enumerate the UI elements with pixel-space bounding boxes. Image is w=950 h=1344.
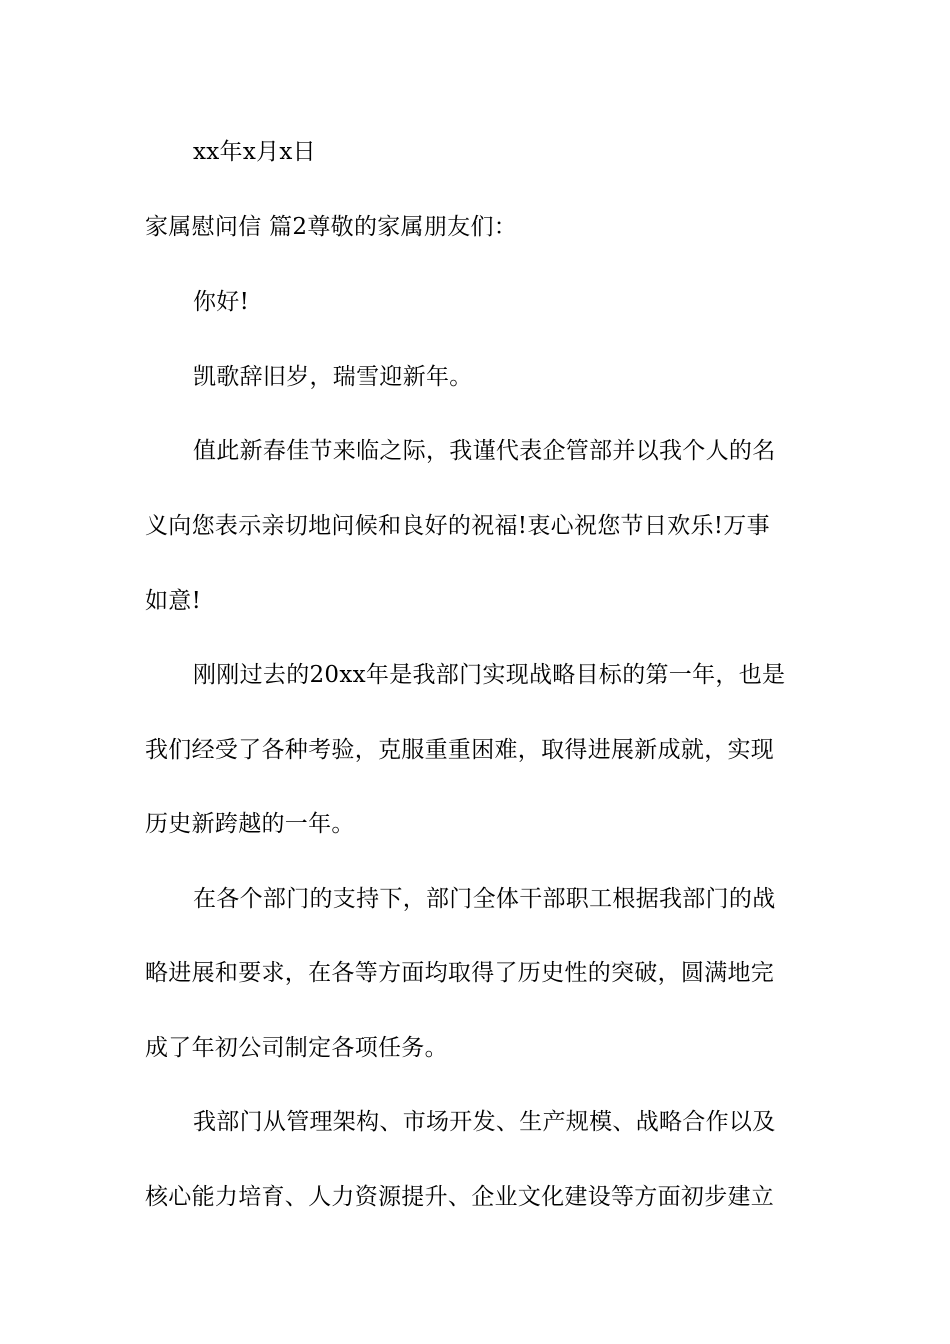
paragraph-line: 我们经受了各种考验，克服重重困难，取得进展新成就，实现: [145, 737, 775, 763]
paragraph-line: 值此新春佳节来临之际，我谨代表企管部并以我个人的名: [193, 438, 776, 464]
paragraph-line: 成了年初公司制定各项任务。: [145, 1035, 448, 1061]
paragraph-line: 刚刚过去的20xx年是我部门实现战略目标的第一年，也是: [193, 662, 786, 688]
date-line: xx年x月x日: [193, 139, 316, 165]
paragraph-line: 义向您表示亲切地问候和良好的祝福!衷心祝您节日欢乐!万事: [145, 513, 770, 539]
paragraph-line: 略进展和要求，在各等方面均取得了历史性的突破，圆满地完: [145, 960, 775, 986]
paragraph-line: 如意!: [145, 588, 202, 614]
paragraph-line: 在各个部门的支持下，部门全体干部职工根据我部门的战: [193, 886, 776, 912]
paragraph-line: 我部门从管理架构、市场开发、生产规模、战略合作以及: [193, 1109, 776, 1135]
letter-title: 家属慰问信 篇2尊敬的家属朋友们：: [145, 214, 518, 240]
paragraph-line: 历史新跨越的一年。: [145, 811, 355, 837]
paragraph-line: 核心能力培育、人力资源提升、企业文化建设等方面初步建立: [145, 1184, 775, 1210]
paragraph-line: 凯歌辞旧岁，瑞雪迎新年。: [193, 364, 473, 390]
greeting: 你好!: [193, 289, 250, 315]
